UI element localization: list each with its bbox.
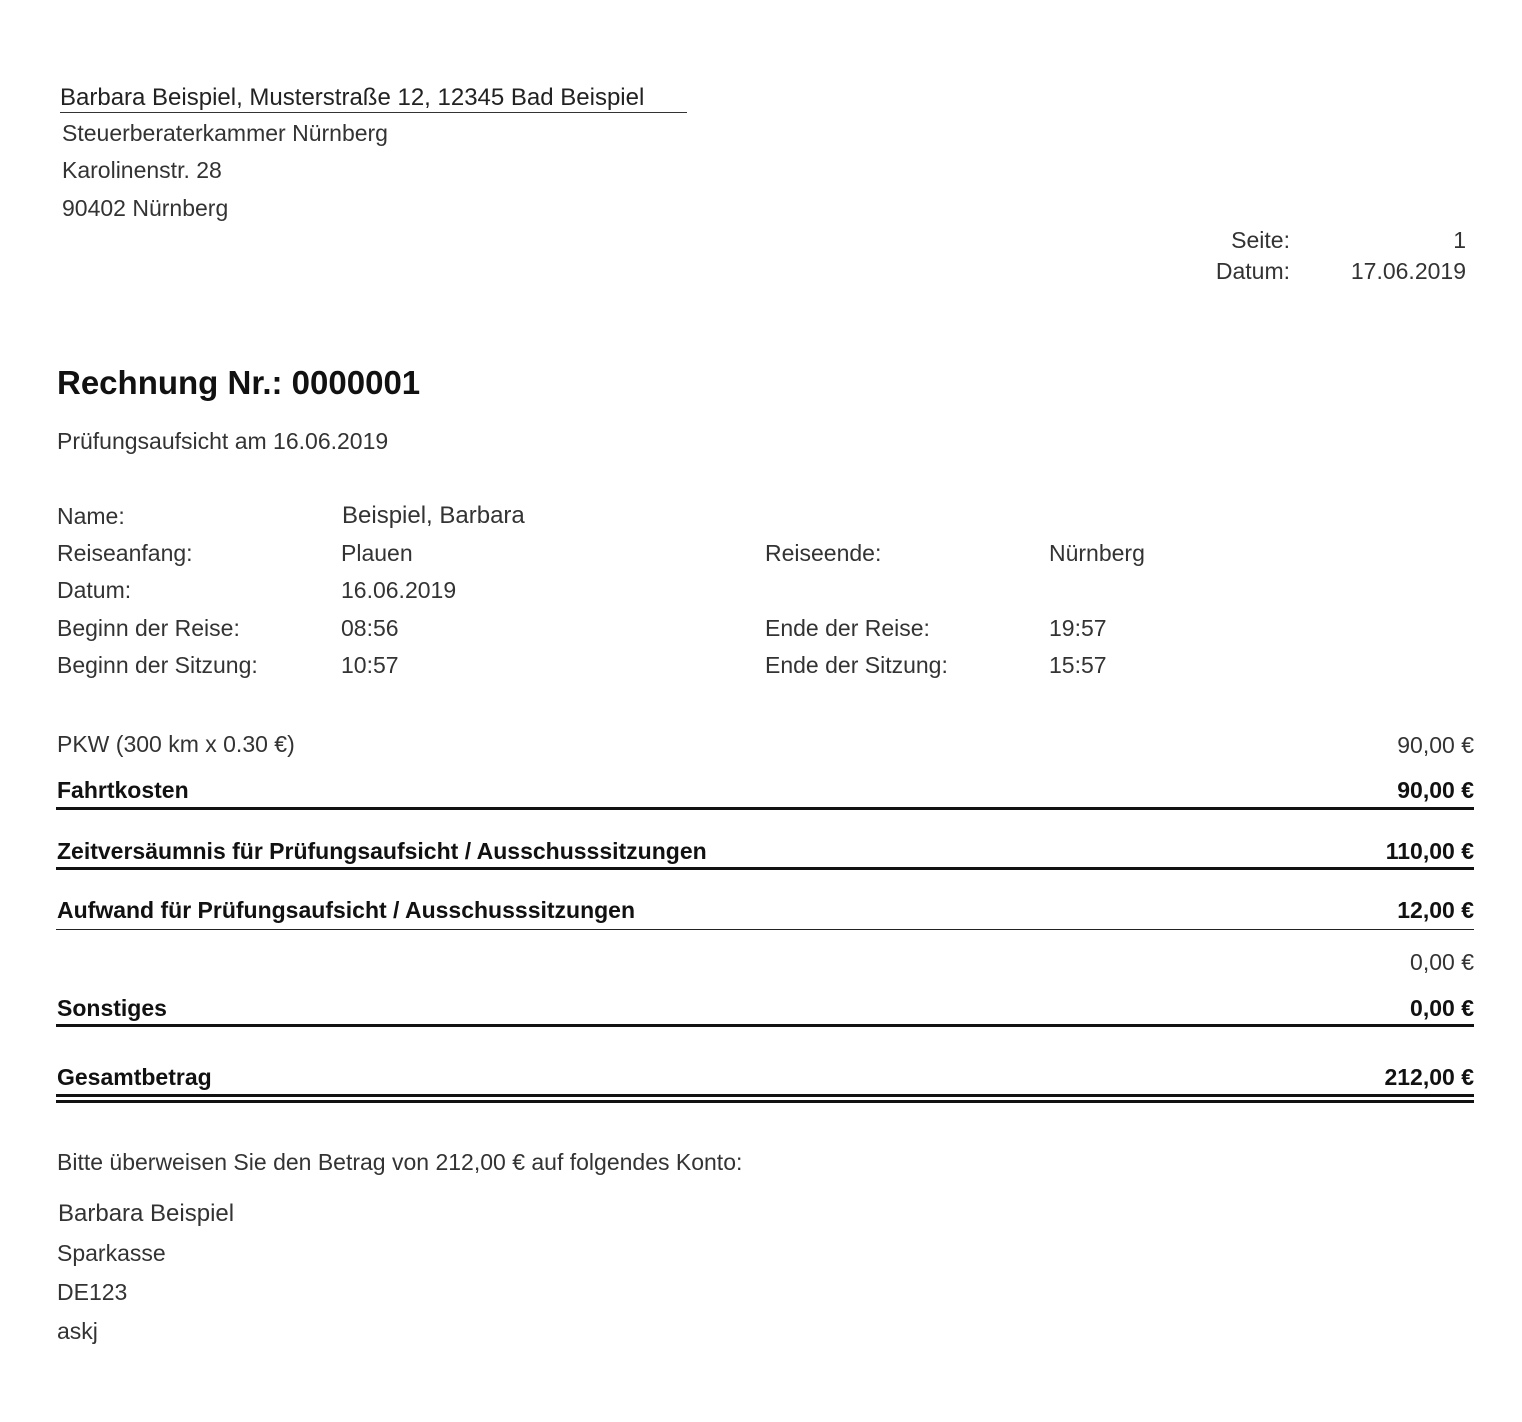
zeitversaeumnis-rule — [56, 867, 1474, 870]
pkw-line-text: PKW (300 km x 0.30 €) — [57, 731, 295, 757]
zeitversaeumnis-amount: 110,00 € — [1385, 838, 1474, 864]
sonstiges-amount: 0,00 € — [1410, 995, 1474, 1021]
iban: DE123 — [57, 1279, 128, 1305]
total-rule-bottom — [56, 1100, 1474, 1103]
trip-end-place-value: Nürnberg — [1049, 540, 1145, 566]
zeitversaeumnis-label: Zeitversäumnis für Prüfungsaufsicht / Ausschusssitzungen — [57, 838, 707, 864]
date-label: Datum: — [1215, 258, 1290, 284]
aufwand-rule — [56, 929, 1474, 930]
recipient-city: 90402 Nürnberg — [62, 195, 229, 221]
sonstiges-rule — [56, 1024, 1474, 1027]
session-end-value: 15:57 — [1049, 652, 1107, 678]
trip-end-value: 19:57 — [1049, 615, 1107, 641]
page-value: 1 — [1453, 227, 1466, 253]
session-begin-value: 10:57 — [341, 652, 399, 678]
name-value: Beispiel, Barbara — [342, 502, 525, 529]
fahrtkosten-amount: 90,00 € — [1397, 777, 1474, 803]
trip-date-value: 16.06.2019 — [341, 577, 457, 603]
recipient-name: Steuerberaterkammer Nürnberg — [62, 120, 388, 146]
payment-instruction: Bitte überweisen Sie den Betrag von 212,00 € auf folgendes Konto: — [57, 1149, 743, 1175]
account-holder: Barbara Beispiel — [58, 1200, 235, 1227]
invoice-title: Rechnung Nr.: 0000001 — [57, 364, 421, 401]
session-end-label: Ende der Sitzung: — [765, 652, 948, 678]
sender-line: Barbara Beispiel, Musterstraße 12, 12345 Bad Beispiel — [60, 84, 645, 111]
aufwand-label: Aufwand für Prüfungsaufsicht / Ausschusssitzungen — [57, 897, 636, 923]
trip-start-value: Plauen — [341, 540, 413, 566]
sender-underline — [60, 112, 687, 113]
total-label: Gesamtbetrag — [57, 1064, 212, 1090]
bank-name: Sparkasse — [57, 1240, 166, 1266]
invoice-subtitle: Prüfungsaufsicht am 16.06.2019 — [57, 428, 389, 454]
date-value: 17.06.2019 — [1350, 258, 1466, 284]
payment-extra: askj — [57, 1318, 98, 1344]
fahrtkosten-rule — [56, 807, 1474, 810]
total-rule-top — [56, 1094, 1474, 1097]
page-label: Seite: — [1231, 227, 1290, 253]
trip-end-label: Ende der Reise: — [765, 615, 930, 641]
total-amount: 212,00 € — [1384, 1064, 1474, 1090]
fahrtkosten-label: Fahrtkosten — [57, 777, 189, 803]
recipient-street: Karolinenstr. 28 — [62, 157, 222, 183]
name-label: Name: — [57, 503, 125, 529]
trip-start-label: Reiseanfang: — [57, 540, 193, 566]
pkw-line-amount: 90,00 € — [1397, 732, 1474, 758]
trip-end-place-label: Reiseende: — [765, 540, 882, 566]
trip-begin-value: 08:56 — [341, 615, 399, 641]
sonstiges-label: Sonstiges — [57, 995, 167, 1021]
sonstiges-line-amount: 0,00 € — [1410, 949, 1474, 975]
trip-begin-label: Beginn der Reise: — [57, 615, 240, 641]
trip-date-label: Datum: — [57, 577, 132, 603]
aufwand-amount: 12,00 € — [1397, 897, 1474, 923]
session-begin-label: Beginn der Sitzung: — [57, 652, 258, 678]
